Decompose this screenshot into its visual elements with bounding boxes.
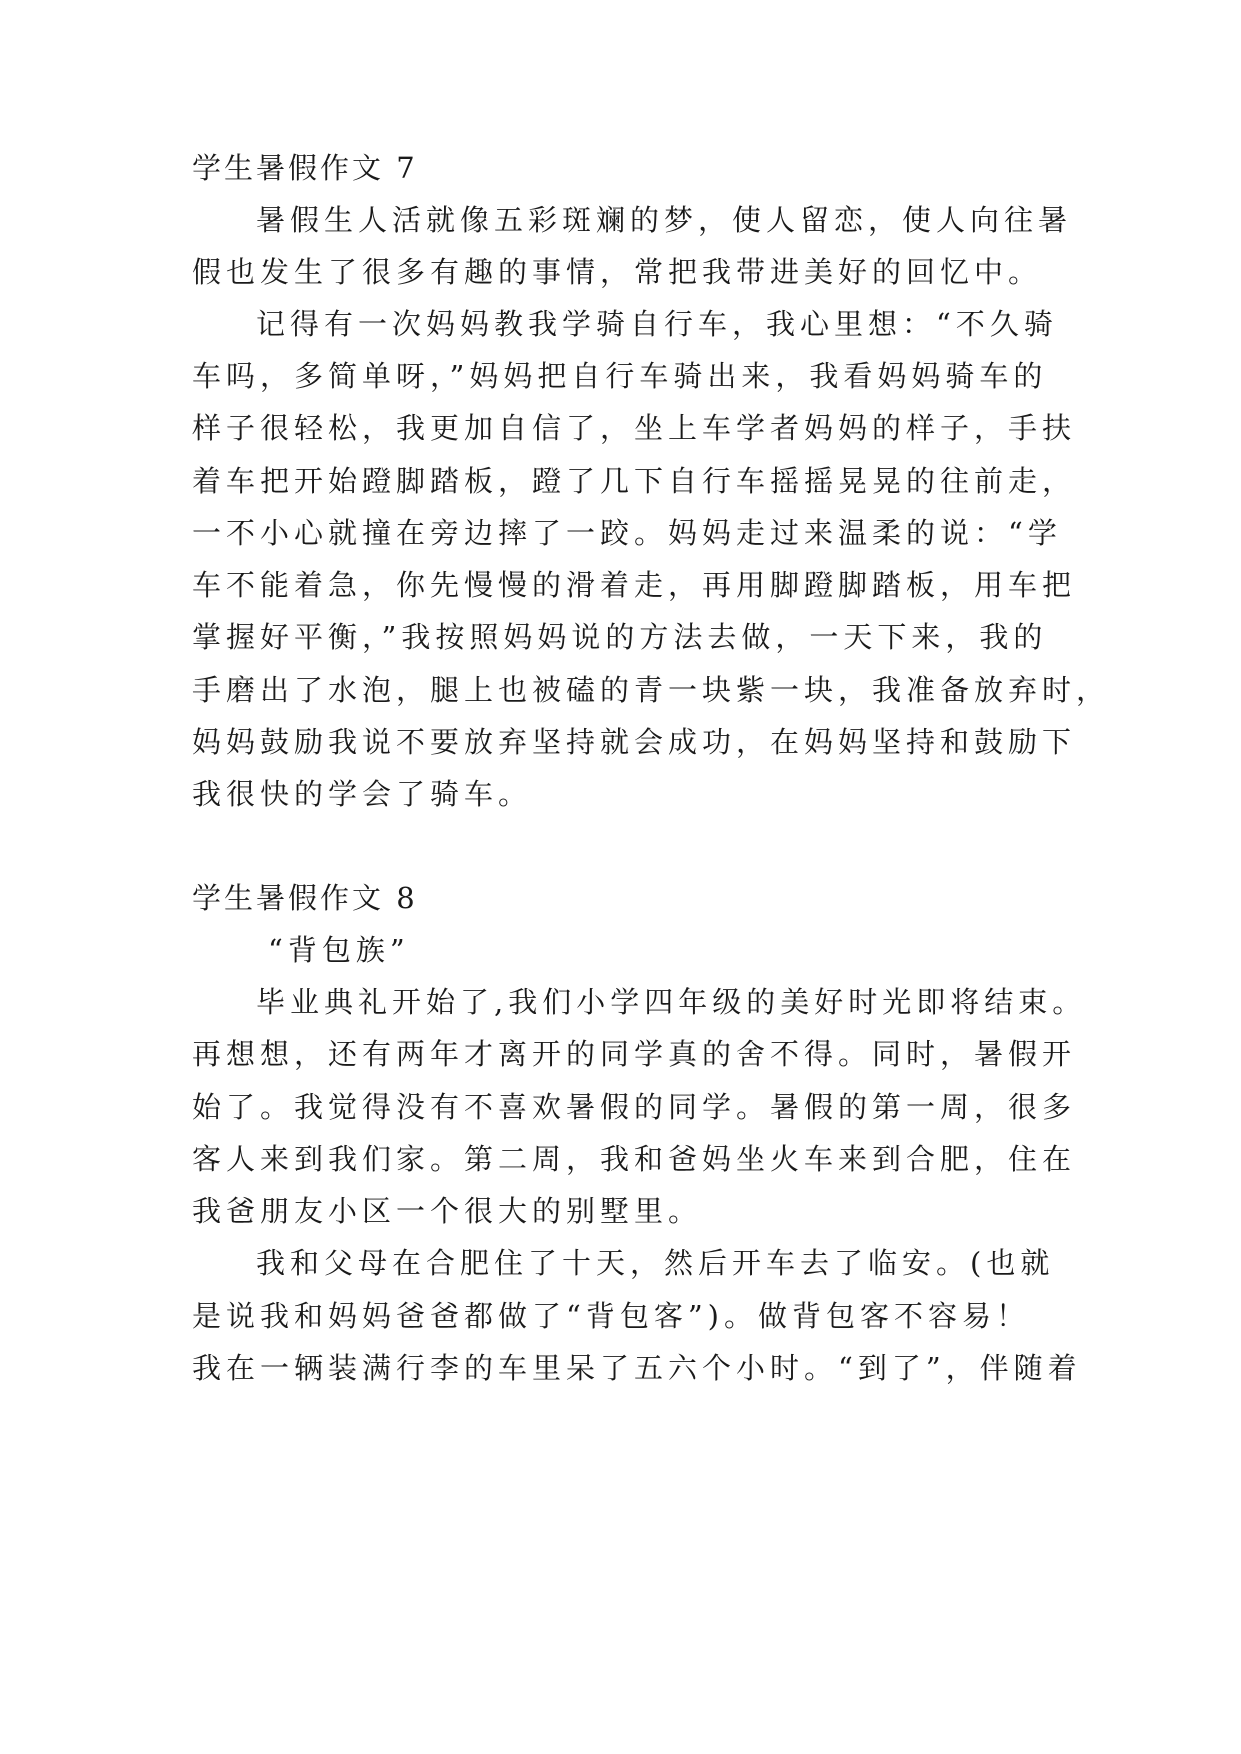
paragraph-line: 掌握好平衡，”我按照妈妈说的方法去做，一天下来，我的 bbox=[192, 620, 1048, 654]
paragraph-line: 是说我和妈妈爸爸都做了“背包客”)。做背包客不容易！ bbox=[192, 1299, 1030, 1333]
paragraph-line: 暑假生人活就像五彩斑斓的梦，使人留恋，使人向往暑 bbox=[256, 203, 1073, 237]
paragraph-line: 客人来到我们家。第二周，我和爸妈坐火车来到合肥，住在 bbox=[192, 1142, 1077, 1176]
paragraph-line: 手磨出了水泡，腿上也被磕的青一块紫一块，我准备放弃时， bbox=[192, 673, 1111, 707]
paragraph-line: 毕业典礼开始了,我们小学四年级的美好时光即将结束。 bbox=[256, 985, 1087, 1019]
paragraph-line: 着车把开始蹬脚踏板，蹬了几下自行车摇摇晃晃的往前走， bbox=[192, 464, 1077, 498]
paragraph-line: 再想想，还有两年才离开的同学真的舍不得。同时，暑假开 bbox=[192, 1037, 1077, 1071]
section-heading-8: 学生暑假作文 8 bbox=[192, 881, 418, 915]
paragraph-line: 始了。我觉得没有不喜欢暑假的同学。暑假的第一周，很多 bbox=[192, 1090, 1077, 1124]
paragraph-line: 我和父母在合肥住了十天，然后开车去了临安。(也就 bbox=[256, 1246, 1055, 1280]
paragraph-line: 我在一辆装满行李的车里呆了五六个小时。“到了”，伴随着 bbox=[192, 1351, 1082, 1385]
paragraph-line: 记得有一次妈妈教我学骑自行车，我心里想：“不久骑 bbox=[256, 307, 1058, 341]
paragraph-line: 样子很轻松，我更加自信了，坐上车学者妈妈的样子，手扶 bbox=[192, 411, 1077, 445]
paragraph-line: 我爸朋友小区一个很大的别墅里。 bbox=[192, 1194, 703, 1228]
paragraph-line: 妈妈鼓励我说不要放弃坚持就会成功，在妈妈坚持和鼓励下 bbox=[192, 725, 1077, 759]
paragraph-line: 车吗，多简单呀，”妈妈把自行车骑出来，我看妈妈骑车的 bbox=[192, 359, 1048, 393]
section-heading-7: 学生暑假作文 7 bbox=[192, 151, 418, 185]
paragraph-line: 假也发生了很多有趣的事情，常把我带进美好的回忆中。 bbox=[192, 255, 1043, 289]
paragraph-line: 我很快的学会了骑车。 bbox=[192, 777, 533, 811]
paragraph-line: 一不小心就撞在旁边摔了一跤。妈妈走过来温柔的说：“学 bbox=[192, 516, 1062, 550]
essay-subtitle: “背包族” bbox=[268, 933, 410, 967]
paragraph-line: 车不能着急，你先慢慢的滑着走，再用脚蹬脚踏板，用车把 bbox=[192, 568, 1077, 602]
